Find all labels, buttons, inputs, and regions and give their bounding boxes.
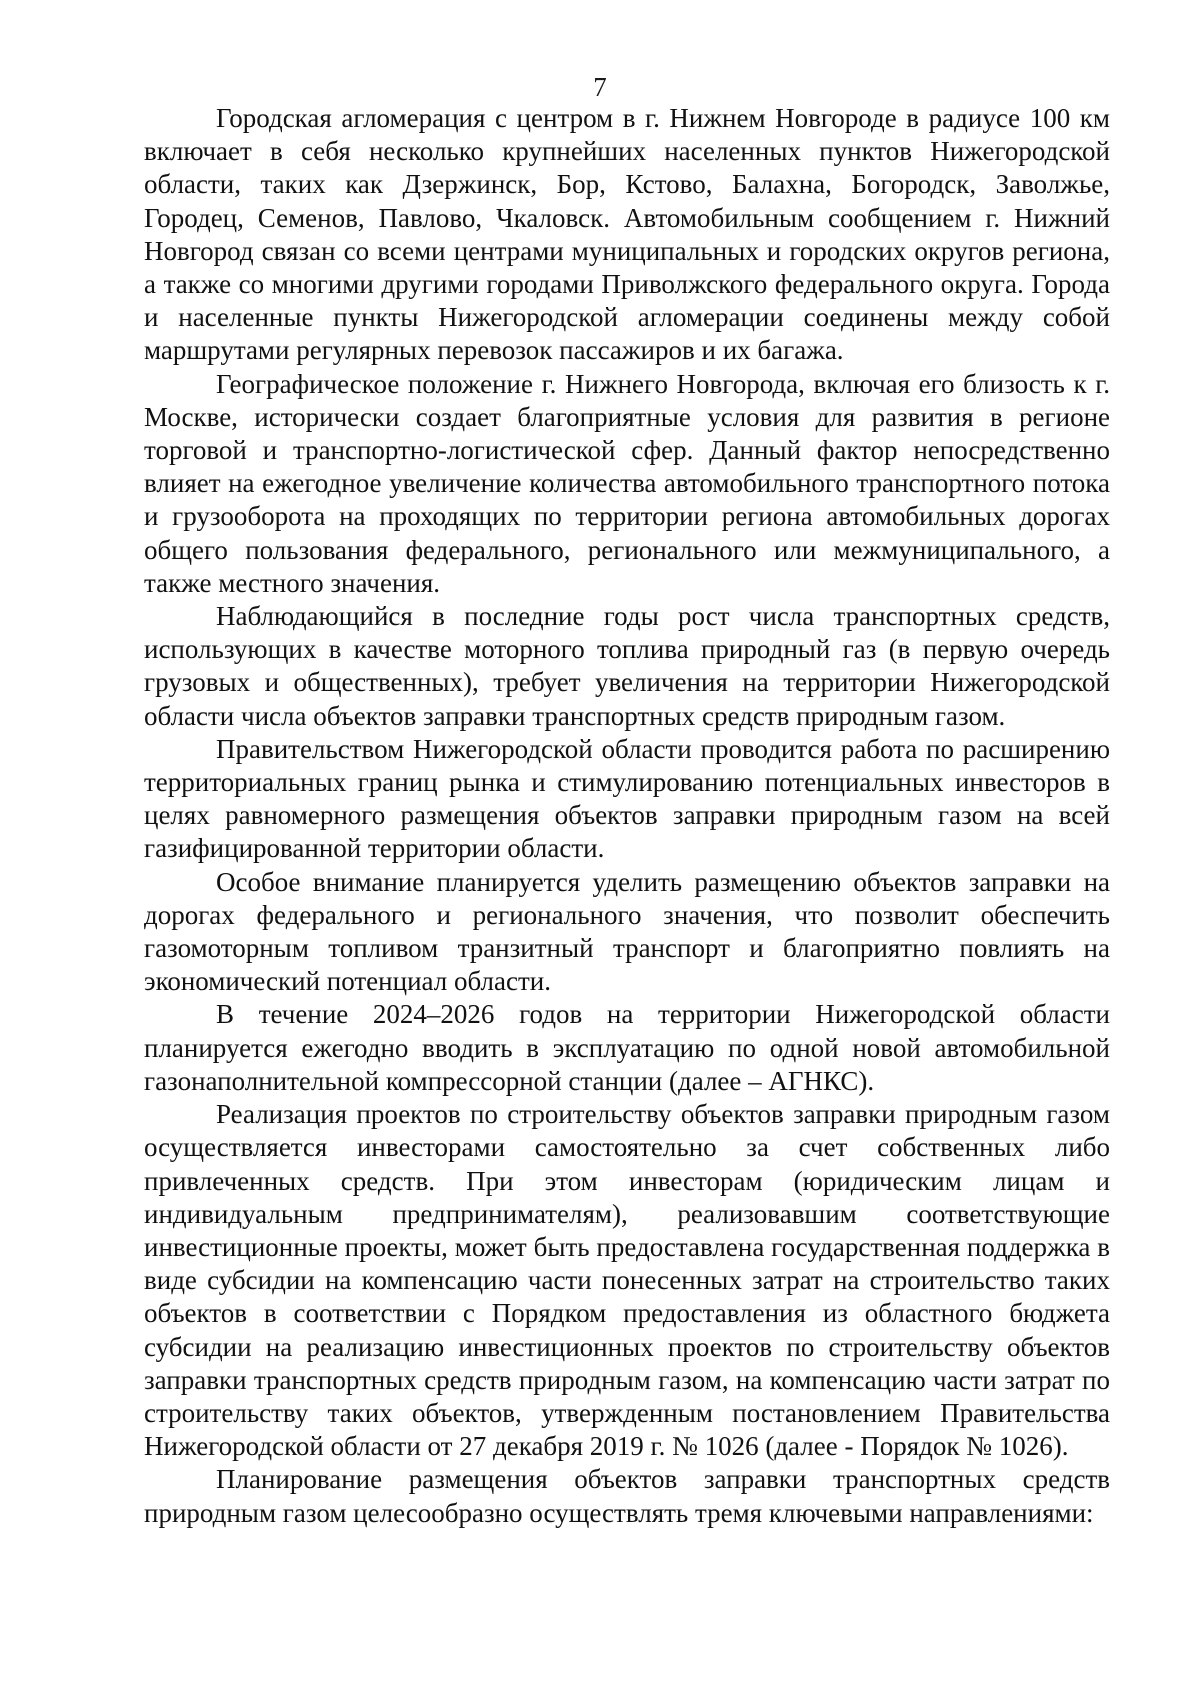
paragraph-project-implementation: Реализация проектов по строительству объектов заправки природным газом осуществляется инвесторами самостоятельно за счет собственных либо привлеченных средств. При этом инвесторам (юридическим лицам и индивидуальным предпринимателям), реализовавшим соответствующие инвестиционные проекты, может быть предоставлена государственная поддержка в виде субсидии на компенсацию части понесенных затрат на строительство таких объектов в соответствии с Порядком предоставления из областного бюджета субсидии на реализацию инвестиционных проектов по строительству объектов заправки транспортных средств природным газом, на компенсацию части затрат по строительству таких объектов, утвержденным постановлением Правительства Нижегородской области от 27 декабря 2019 г. № 1026 (далее - Порядок № 1026). [144, 1099, 1110, 1462]
paragraph-special-attention: Особое внимание планируется уделить размещению объектов заправки на дорогах федерального и регионального значения, что позволит обеспечить газомоторным топливом транзитный транспорт и благоприятно повлиять на экономический потенциал области. [144, 866, 1110, 997]
document-body [144, 102, 1110, 1530]
paragraph-geographic-position: Географическое положение г. Нижнего Новгорода, включая его близость к г. Москве, исторически создает благоприятные условия для развития в регионе торговой и транспортно-логистической сфер. Данный фактор непосредственно влияет на ежегодное увеличение количества автомобильного транспортного потока и грузооборота на проходящих по территории региона автомобильных дорогах общего пользования федерального, регионального или межмуниципального, а также местного значения. [144, 368, 1110, 598]
paragraph-agnks-plan: В течение 2024–2026 годов на территории Нижегородской области планируется ежегодно вводить в эксплуатацию по одной новой автомобильной газонаполнительной компрессорной станции (далее – АГНКС). [144, 999, 1110, 1096]
paragraph-vehicle-growth: Наблюдающийся в последние годы рост числа транспортных средств, использующих в качестве моторного топлива природный газ (в первую очередь грузовых и общественных), требует увеличения на территории Нижегородской области числа объектов заправки транспортных средств природным газом. [144, 601, 1110, 731]
paragraph-planning-directions: Планирование размещения объектов заправки транспортных средств природным газом целесообразно осуществлять тремя ключевыми направлениями: [144, 1464, 1110, 1528]
paragraph-agglomeration: Городская агломерация с центром в г. Нижнем Новгороде в радиусе 100 км включает в себя несколько крупнейших населенных пунктов Нижегородской области, таких как Дзержинск, Бор, Кстово, Балахна, Богородск, Заволжье, Городец, Семенов, Павлово, Чкаловск. Автомобильным сообщением г. Нижний Новгород связан со всеми центрами муниципальных и городских округов региона, а также со многими другими городами Приволжского федерального округа. Города и населенные пункты Нижегородской агломерации соединены между собой маршрутами регулярных перевозок пассажиров и их багажа. [144, 103, 1110, 366]
paragraph-government-work: Правительством Нижегородской области проводится работа по расширению территориальных границ рынка и стимулированию потенциальных инвесторов в целях равномерного размещения объектов заправки природным газом на всей газифицированной территории области. [144, 733, 1110, 864]
page-number: 7 [593, 72, 607, 102]
